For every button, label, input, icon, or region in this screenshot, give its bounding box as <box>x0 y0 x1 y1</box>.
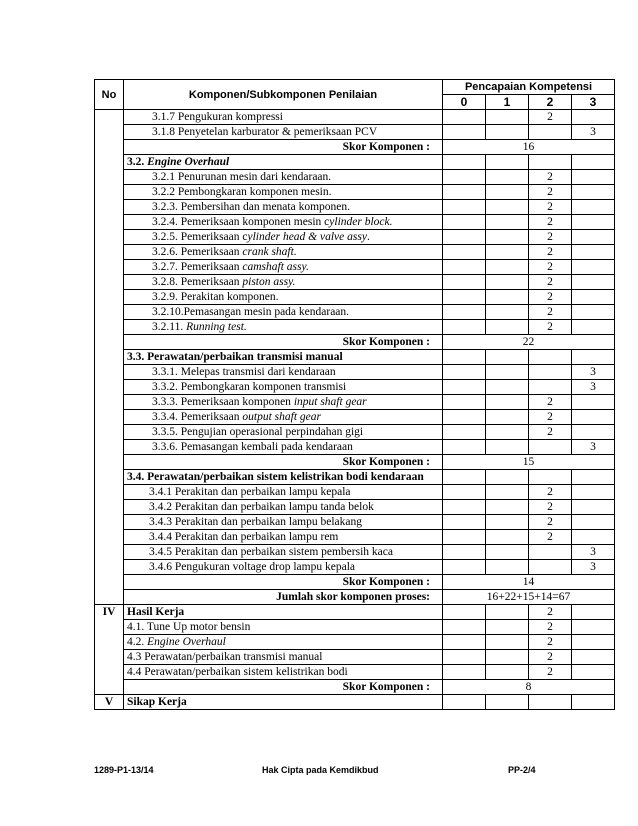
score-cell-1 <box>486 155 529 170</box>
row-number-cell <box>95 170 124 185</box>
score-cell-1 <box>486 260 529 275</box>
score-cell-2: 2 <box>529 260 572 275</box>
table-row <box>95 185 615 200</box>
item-description: 3.4.5 Perakitan dan perbaikan sistem pembersih kaca <box>124 545 443 560</box>
item-description: 3.2.4. Pemeriksaan komponen mesin cylinder block. <box>124 215 443 230</box>
item-description: 3.4.2 Perakitan dan perbaikan lampu tanda belok <box>124 500 443 515</box>
score-cell-2: 2 <box>529 110 572 125</box>
score-cell-3: 3 <box>572 545 615 560</box>
table-row <box>95 275 615 290</box>
score-cell-3 <box>572 500 615 515</box>
score-cell-0 <box>443 485 486 500</box>
score-cell-3 <box>572 110 615 125</box>
score-cell-3 <box>572 485 615 500</box>
score-cell-3 <box>572 350 615 365</box>
row-number-cell <box>95 455 124 470</box>
row-number-cell <box>95 365 124 380</box>
score-cell-0 <box>443 425 486 440</box>
row-number-cell <box>95 335 124 350</box>
score-cell-2 <box>529 560 572 575</box>
row-number-cell <box>95 185 124 200</box>
row-number-cell <box>95 275 124 290</box>
table-row <box>95 230 615 245</box>
table-row <box>95 425 615 440</box>
score-cell-3 <box>572 260 615 275</box>
score-cell-2: 2 <box>529 245 572 260</box>
score-cell-0 <box>443 530 486 545</box>
section-header-row <box>95 605 615 620</box>
score-cell-3 <box>572 515 615 530</box>
score-cell-3 <box>572 275 615 290</box>
table-row <box>95 110 615 125</box>
score-cell-1 <box>486 185 529 200</box>
score-cell-1 <box>486 635 529 650</box>
score-label: Skor Komponen : <box>124 575 443 590</box>
table-row <box>95 500 615 515</box>
row-number-cell <box>95 305 124 320</box>
score-cell-2: 2 <box>529 620 572 635</box>
table-row <box>95 365 615 380</box>
score-cell-2 <box>529 380 572 395</box>
score-cell-2: 2 <box>529 290 572 305</box>
score-cell-3 <box>572 665 615 680</box>
score-cell-1 <box>486 215 529 230</box>
score-cell-1 <box>486 305 529 320</box>
score-cell-1 <box>486 530 529 545</box>
footer-copyright: Hak Cipta pada Kemdikbud <box>262 765 379 775</box>
item-description: 3.3.4. Pemeriksaan output shaft gear <box>124 410 443 425</box>
row-number-cell <box>95 380 124 395</box>
score-cell-3 <box>572 470 615 485</box>
score-cell-1 <box>486 620 529 635</box>
score-cell-0 <box>443 410 486 425</box>
item-description: 3.3.2. Pembongkaran komponen transmisi <box>124 380 443 395</box>
item-description: 3.2.6. Pemeriksaan crank shaft. <box>124 245 443 260</box>
score-cell-0 <box>443 290 486 305</box>
item-description: 4.3 Perawatan/perbaikan transmisi manual <box>124 650 443 665</box>
row-number-cell <box>95 590 124 605</box>
row-number-cell <box>95 200 124 215</box>
score-cell-3 <box>572 635 615 650</box>
score-cell-1 <box>486 395 529 410</box>
item-description: 3.2.5. Pemeriksaan cylinder head & valve assy. <box>124 230 443 245</box>
score-cell-0 <box>443 605 486 620</box>
row-number-cell <box>95 665 124 680</box>
table-body <box>95 110 615 710</box>
score-cell-0 <box>443 500 486 515</box>
item-description: 3.4.1 Perakitan dan perbaikan lampu kepala <box>124 485 443 500</box>
assessment-table <box>94 79 615 710</box>
score-cell-3 <box>572 290 615 305</box>
score-cell-1 <box>486 515 529 530</box>
table-row <box>95 440 615 455</box>
item-description: 3.2.9. Perakitan komponen. <box>124 290 443 305</box>
item-description: 3.3.1. Melepas transmisi dari kendaraan <box>124 365 443 380</box>
item-description: 3.1.7 Pengukuran kompressi <box>124 110 443 125</box>
score-label: Skor Komponen : <box>124 680 443 695</box>
item-description: 3.3.6. Pemasangan kembali pada kendaraan <box>124 440 443 455</box>
score-cell-0 <box>443 650 486 665</box>
item-description: 3.2.10.Pemasangan mesin pada kendaraan. <box>124 305 443 320</box>
score-cell-0 <box>443 215 486 230</box>
column-header-component: Komponen/Subkomponen Penilaian <box>124 80 443 110</box>
score-label: Skor Komponen : <box>124 140 443 155</box>
score-total: 15 <box>443 455 615 470</box>
row-number-cell <box>95 230 124 245</box>
score-cell-2: 2 <box>529 530 572 545</box>
score-cell-2 <box>529 545 572 560</box>
score-total: 14 <box>443 575 615 590</box>
table-row <box>95 560 615 575</box>
score-cell-0 <box>443 695 486 710</box>
score-cell-0 <box>443 200 486 215</box>
item-description: 3.2.7. Pemeriksaan camshaft assy. <box>124 260 443 275</box>
footer-page-number: PP-2/4 <box>508 765 536 775</box>
score-cell-1 <box>486 665 529 680</box>
subsection-header-row <box>95 155 615 170</box>
item-description: 4.4 Perawatan/perbaikan sistem kelistrikan bodi <box>124 665 443 680</box>
score-summary-row <box>95 680 615 695</box>
score-cell-2: 2 <box>529 605 572 620</box>
column-header-achievement: Pencapaian Kompetensi <box>443 80 615 95</box>
row-number-cell <box>95 485 124 500</box>
score-header-2: 2 <box>529 95 572 110</box>
item-description: 3.1.8 Penyetelan karburator & pemeriksaan PCV <box>124 125 443 140</box>
score-cell-2: 2 <box>529 185 572 200</box>
score-cell-2: 2 <box>529 500 572 515</box>
score-cell-3 <box>572 230 615 245</box>
score-cell-1 <box>486 440 529 455</box>
item-description: 3.2.1 Penurunan mesin dari kendaraan. <box>124 170 443 185</box>
score-cell-3 <box>572 425 615 440</box>
score-header-1: 1 <box>486 95 529 110</box>
score-cell-0 <box>443 470 486 485</box>
score-cell-2: 2 <box>529 170 572 185</box>
score-cell-1 <box>486 230 529 245</box>
section-title: 3.3. Perawatan/perbaikan transmisi manual <box>124 350 443 365</box>
score-cell-1 <box>486 245 529 260</box>
table-row <box>95 530 615 545</box>
score-cell-1 <box>486 470 529 485</box>
score-cell-2 <box>529 350 572 365</box>
score-cell-2 <box>529 440 572 455</box>
section-header-row <box>95 695 615 710</box>
score-cell-0 <box>443 170 486 185</box>
score-cell-3 <box>572 155 615 170</box>
score-header-3: 3 <box>572 95 615 110</box>
table-row <box>95 410 615 425</box>
score-cell-1 <box>486 125 529 140</box>
score-cell-2: 2 <box>529 320 572 335</box>
score-cell-3: 3 <box>572 125 615 140</box>
row-number-cell <box>95 500 124 515</box>
score-cell-1 <box>486 485 529 500</box>
table-row <box>95 320 615 335</box>
row-number-cell <box>95 425 124 440</box>
row-number-cell <box>95 530 124 545</box>
score-header-0: 0 <box>443 95 486 110</box>
score-cell-2: 2 <box>529 215 572 230</box>
score-total: 16 <box>443 140 615 155</box>
score-cell-0 <box>443 545 486 560</box>
row-number-cell <box>95 260 124 275</box>
row-number-cell <box>95 635 124 650</box>
score-cell-1 <box>486 425 529 440</box>
score-cell-3: 3 <box>572 440 615 455</box>
score-cell-3 <box>572 695 615 710</box>
table-row <box>95 245 615 260</box>
score-cell-0 <box>443 125 486 140</box>
score-cell-1 <box>486 290 529 305</box>
score-cell-0 <box>443 665 486 680</box>
score-cell-1 <box>486 380 529 395</box>
item-description: 3.2.11. Running test. <box>124 320 443 335</box>
row-number-cell <box>95 110 124 125</box>
table-row <box>95 215 615 230</box>
score-cell-3 <box>572 395 615 410</box>
row-number-cell <box>95 560 124 575</box>
score-summary-row <box>95 335 615 350</box>
score-cell-1 <box>486 605 529 620</box>
row-number-cell <box>95 245 124 260</box>
section-title: Hasil Kerja <box>124 605 443 620</box>
score-cell-2: 2 <box>529 275 572 290</box>
table-row <box>95 125 615 140</box>
table-row <box>95 260 615 275</box>
score-cell-1 <box>486 110 529 125</box>
score-cell-1 <box>486 560 529 575</box>
score-cell-3 <box>572 200 615 215</box>
score-cell-0 <box>443 305 486 320</box>
score-summary-row <box>95 590 615 605</box>
table-row <box>95 485 615 500</box>
score-cell-2 <box>529 695 572 710</box>
score-cell-0 <box>443 350 486 365</box>
table-row <box>95 665 615 680</box>
score-cell-3: 3 <box>572 560 615 575</box>
column-header-no: No <box>95 80 124 110</box>
score-cell-1 <box>486 410 529 425</box>
table-row <box>95 620 615 635</box>
score-cell-0 <box>443 110 486 125</box>
row-number-cell <box>95 440 124 455</box>
score-cell-2: 2 <box>529 395 572 410</box>
item-description: 4.2. Engine Overhaul <box>124 635 443 650</box>
score-cell-2: 2 <box>529 650 572 665</box>
score-cell-2: 2 <box>529 425 572 440</box>
item-description: 3.2.8. Pemeriksaan piston assy. <box>124 275 443 290</box>
score-cell-2: 2 <box>529 410 572 425</box>
score-cell-2 <box>529 365 572 380</box>
score-cell-2: 2 <box>529 635 572 650</box>
table-row <box>95 170 615 185</box>
score-cell-3 <box>572 650 615 665</box>
score-cell-1 <box>486 650 529 665</box>
score-cell-3 <box>572 185 615 200</box>
row-number-cell <box>95 320 124 335</box>
table-row <box>95 380 615 395</box>
score-cell-1 <box>486 350 529 365</box>
score-cell-1 <box>486 320 529 335</box>
row-number-cell <box>95 395 124 410</box>
score-cell-0 <box>443 320 486 335</box>
score-cell-1 <box>486 500 529 515</box>
row-number-cell <box>95 215 124 230</box>
score-cell-0 <box>443 230 486 245</box>
score-cell-0 <box>443 395 486 410</box>
row-number-cell <box>95 650 124 665</box>
subsection-header-row <box>95 350 615 365</box>
item-description: 4.1. Tune Up motor bensin <box>124 620 443 635</box>
score-cell-0 <box>443 635 486 650</box>
row-number-cell <box>95 410 124 425</box>
row-number-cell <box>95 155 124 170</box>
score-cell-2: 2 <box>529 515 572 530</box>
score-cell-2: 2 <box>529 665 572 680</box>
score-cell-0 <box>443 380 486 395</box>
score-cell-0 <box>443 515 486 530</box>
score-cell-3 <box>572 245 615 260</box>
score-cell-3 <box>572 320 615 335</box>
table-row <box>95 650 615 665</box>
score-cell-3: 3 <box>572 365 615 380</box>
score-cell-1 <box>486 365 529 380</box>
score-cell-2: 2 <box>529 230 572 245</box>
footer-code: 1289-P1-13/14 <box>94 765 154 775</box>
score-summary-row <box>95 455 615 470</box>
section-title: 3.4. Perawatan/perbaikan sistem kelistrikan bodi kendaraan <box>124 470 443 485</box>
score-cell-2 <box>529 125 572 140</box>
item-description: 3.4.4 Perakitan dan perbaikan lampu rem <box>124 530 443 545</box>
row-number-cell: V <box>95 695 124 710</box>
table-row <box>95 515 615 530</box>
score-cell-2: 2 <box>529 200 572 215</box>
table-row <box>95 290 615 305</box>
score-cell-3 <box>572 530 615 545</box>
score-cell-1 <box>486 200 529 215</box>
score-cell-0 <box>443 185 486 200</box>
score-cell-3 <box>572 305 615 320</box>
score-cell-3 <box>572 170 615 185</box>
table-row <box>95 635 615 650</box>
score-cell-3 <box>572 410 615 425</box>
row-number-cell <box>95 470 124 485</box>
item-description: 3.4.6 Pengukuran voltage drop lampu kepala <box>124 560 443 575</box>
score-cell-0 <box>443 560 486 575</box>
item-description: 3.2.3. Pembersihan dan menata komponen. <box>124 200 443 215</box>
row-number-cell <box>95 140 124 155</box>
score-cell-2 <box>529 470 572 485</box>
row-number-cell <box>95 515 124 530</box>
score-total: 8 <box>443 680 615 695</box>
score-cell-0 <box>443 155 486 170</box>
subsection-header-row <box>95 470 615 485</box>
score-cell-1 <box>486 695 529 710</box>
score-label: Jumlah skor komponen proses: <box>124 590 443 605</box>
item-description: 3.2.2 Pembongkaran komponen mesin. <box>124 185 443 200</box>
score-cell-0 <box>443 275 486 290</box>
item-description: 3.4.3 Perakitan dan perbaikan lampu belakang <box>124 515 443 530</box>
table-row <box>95 305 615 320</box>
table-row <box>95 545 615 560</box>
score-label: Skor Komponen : <box>124 335 443 350</box>
table-row <box>95 395 615 410</box>
section-title: 3.2. Engine Overhaul <box>124 155 443 170</box>
score-cell-1 <box>486 170 529 185</box>
score-cell-3 <box>572 620 615 635</box>
score-cell-0 <box>443 245 486 260</box>
section-title: Sikap Kerja <box>124 695 443 710</box>
score-summary-row <box>95 140 615 155</box>
row-number-cell <box>95 290 124 305</box>
score-summary-row <box>95 575 615 590</box>
row-number-cell <box>95 620 124 635</box>
score-cell-0 <box>443 260 486 275</box>
row-number-cell <box>95 350 124 365</box>
score-cell-0 <box>443 440 486 455</box>
score-cell-0 <box>443 620 486 635</box>
table-row <box>95 200 615 215</box>
score-label: Skor Komponen : <box>124 455 443 470</box>
row-number-cell: IV <box>95 605 124 620</box>
score-cell-3: 3 <box>572 380 615 395</box>
score-total: 16+22+15+14=67 <box>443 590 615 605</box>
score-cell-2: 2 <box>529 305 572 320</box>
score-cell-3 <box>572 215 615 230</box>
row-number-cell <box>95 545 124 560</box>
score-cell-2: 2 <box>529 485 572 500</box>
score-cell-2 <box>529 155 572 170</box>
row-number-cell <box>95 680 124 695</box>
row-number-cell <box>95 125 124 140</box>
item-description: 3.3.3. Pemeriksaan komponen input shaft gear <box>124 395 443 410</box>
score-cell-1 <box>486 275 529 290</box>
score-cell-3 <box>572 605 615 620</box>
score-cell-1 <box>486 545 529 560</box>
item-description: 3.3.5. Pengujian operasional perpindahan gigi <box>124 425 443 440</box>
row-number-cell <box>95 575 124 590</box>
score-total: 22 <box>443 335 615 350</box>
score-cell-0 <box>443 365 486 380</box>
